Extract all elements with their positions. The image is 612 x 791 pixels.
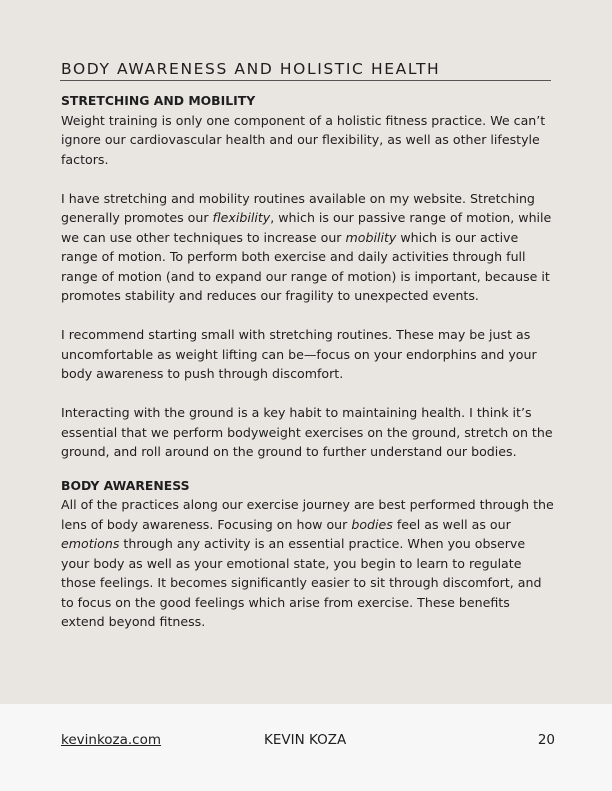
emphasis-text: emotions bbox=[61, 536, 120, 551]
section-heading-stretching: STRETCHING AND MOBILITY bbox=[61, 93, 256, 108]
page-content bbox=[61, 91, 556, 651]
section-heading-body-awareness: BODY AWARENESS bbox=[61, 477, 190, 493]
page-footer bbox=[0, 704, 612, 791]
text-run: I have stretching and mobility routines available on my website. Stretching generally promotes our bbox=[61, 190, 535, 225]
emphasis-text: flexibility bbox=[212, 210, 271, 225]
paragraph: Weight training is only one component of a holistic fitness practice. We can’t ignore our cardiovascular health and our flexibility, as well as other lifestyle factors. bbox=[61, 112, 546, 167]
author-name: KEVIN KOZA bbox=[264, 732, 347, 748]
paragraph: Interacting with the ground is a key habit to maintaining health. I think it’s essential that we perform bodyweight exercises on the ground, stretch on the ground, and roll around on the ground to further understand our bodies. bbox=[61, 405, 553, 459]
website-link[interactable]: kevinkoza.com bbox=[61, 732, 162, 748]
emphasis-text: bodies bbox=[351, 516, 393, 532]
text-run: All of the practices along our exercise journey are best performed through the lens of body awareness. Focusing on how our bbox=[61, 497, 554, 532]
paragraph bbox=[61, 495, 556, 632]
text-run: feel as well as our bbox=[392, 516, 511, 532]
emphasis-text: mobility bbox=[345, 229, 397, 245]
paragraph bbox=[61, 189, 556, 306]
page-number: 20 bbox=[537, 732, 555, 748]
page-title: BODY AWARENESS AND HOLISTIC HEALTH bbox=[61, 60, 441, 78]
text-run: through any activity is an essential practice. When you observe your body as well as your emotional state, you begin to learn to regulate those feelings. It becomes significantly easier to sit through discomfort, and to focus on the good feelings which arise from exercise. These benefits extend beyond fitness. bbox=[61, 536, 542, 629]
paragraph: I recommend starting small with stretching routines. These may be just as uncomfortable as weight lifting can be—focus on your endorphins and your body awareness to push through discomfort. bbox=[61, 327, 537, 381]
text-run: which is our active range of motion. To perform both exercise and daily activities through full range of motion (and to expand our range of motion) is important, because it promotes stability and reduces our fragility to unexpected events. bbox=[61, 229, 550, 303]
text-run: , which is our passive range of motion, while we can use other techniques to increase our bbox=[61, 210, 552, 245]
title-divider bbox=[60, 80, 551, 81]
